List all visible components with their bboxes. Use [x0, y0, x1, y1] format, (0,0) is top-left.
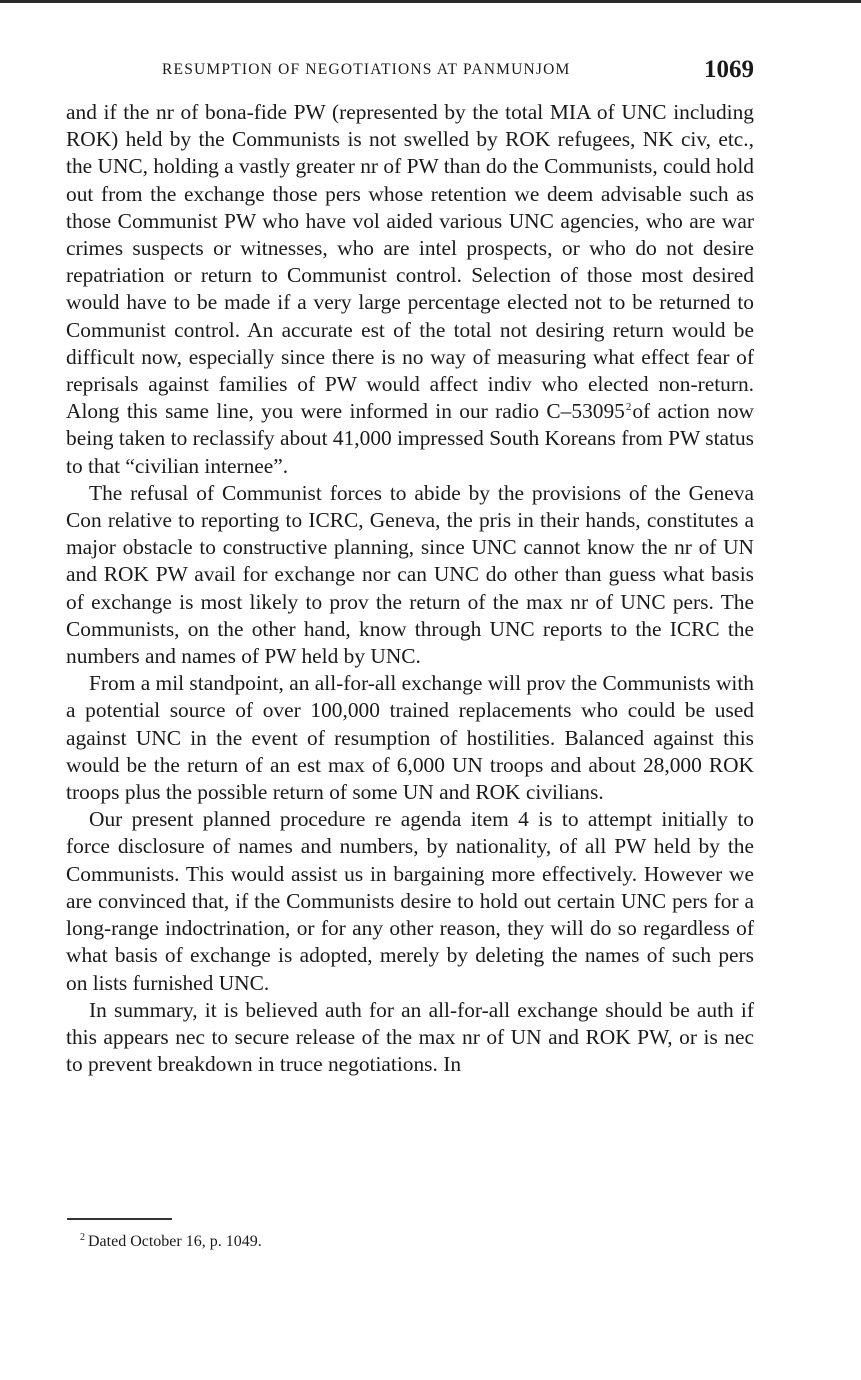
footnote-reference: 2 — [625, 401, 632, 414]
running-title: RESUMPTION OF NEGOTIATIONS AT PANMUNJOM — [162, 61, 571, 78]
footnote-marker: 2 — [80, 1232, 85, 1243]
footnote — [80, 1233, 262, 1251]
footnote-text: Dated October 16, p. 1049. — [88, 1233, 262, 1250]
running-header — [66, 56, 754, 86]
paragraph-1-text-after: of action now being taken to reclassify about 41,000 impressed South Koreans from PW status to that “civilian internee”. — [66, 399, 754, 478]
paragraph-5: In summary, it is believed auth for an all-for-all exchange should be auth if this appears nec to secure release of the max nr of UN and ROK PW, or is nec to prevent breakdown in truce negotiations. In — [66, 997, 754, 1077]
footnote-divider — [67, 1218, 172, 1220]
paragraph-3: From a mil standpoint, an all-for-all exchange will prov the Communists with a potential source of over 100,000 trained replacements who could be used against UNC in the event of resumption of hostilities. Balanced against this would be the return of an est max of 6,000 UN troops and about 28,000 ROK troops plus the possible return of some UN and ROK civilians. — [66, 671, 754, 805]
body-text — [66, 99, 754, 1078]
top-border-rule — [0, 0, 861, 3]
paragraph-4: Our present planned procedure re agenda item 4 is to attempt initially to force disclosure of names and numbers, by nationality, of all PW held by the Communists. This would assist us in bargaining more effectively. However we are convinced that, if the Communists desire to hold out certain UNC pers for a long-range indoctrination, or for any other reason, they will do so regardless of what basis of exchange is adopted, merely by deleting the names of such pers on lists furnished UNC. — [66, 807, 754, 995]
paragraph-1-text-before: and if the nr of bona-fide PW (represented by the total MIA of UNC including ROK) held by the Communists is not swelled by ROK refugees, NK civ, etc., the UNC, holding a vastly greater nr of PW than do the Communists, could hold out from the exchange those pers whose retention we deem advisable such as those Communist PW who have vol aided various UNC agencies, who are war crimes suspects or witnesses, who are intel prospects, or who do not desire repatriation or return to Communist control. Selection of those most desired would have to be made if a very large percentage elected not to be returned to Communist control. An accurate est of the total not desiring return would be difficult now, especially since there is no way of measuring what effect fear of reprisals against families of PW would affect indiv who elected non-return. Along this same line, you were informed in our radio C–53095 — [66, 100, 754, 424]
paragraph-1 — [66, 99, 754, 480]
paragraph-2: The refusal of Communist forces to abide by the provisions of the Geneva Con relative to reporting to ICRC, Geneva, the pris in their hands, constitutes a major obstacle to constructive planning, since UNC cannot know the nr of UN and ROK PW avail for exchange nor can UNC do other than guess what basis of exchange is most likely to prov the return of the max nr of UNC pers. The Communists, on the other hand, know through UNC reports to the ICRC the numbers and names of PW held by UNC. — [66, 480, 754, 669]
page-number: 1069 — [704, 56, 754, 83]
